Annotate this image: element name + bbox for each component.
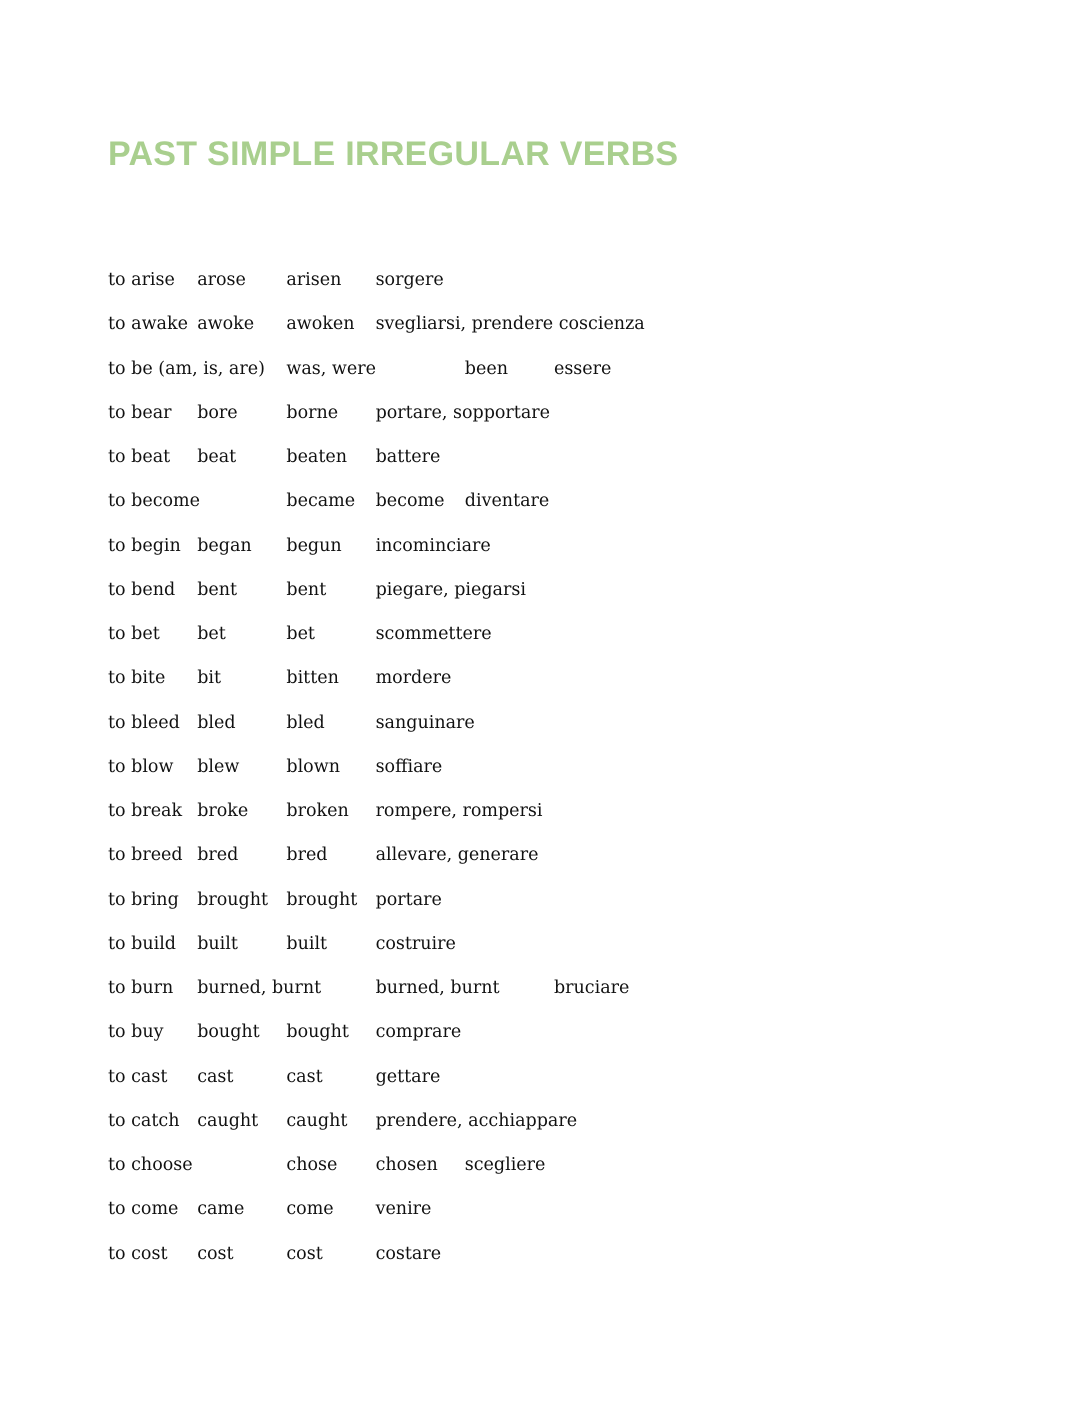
verb-row-text: to build built built costruire <box>108 933 456 954</box>
verb-row-text: to awake awoke awoken svegliarsi, prendere coscienza <box>108 314 645 335</box>
verb-row-text: to beat beat beaten battere <box>108 447 441 467</box>
verb-row-text: to come came come venire <box>108 1199 432 1220</box>
verb-row <box>108 530 1008 574</box>
verb-row <box>108 928 1008 972</box>
verb-row-text: to catch caught caught prendere, acchiappare <box>108 1110 578 1131</box>
verb-list <box>108 264 1008 1282</box>
verb-row <box>108 574 1008 618</box>
verb-row-text: to be (am, is, are) was, were been essere <box>108 358 612 379</box>
verb-row-text: to begin began begun incominciare <box>108 535 491 556</box>
verb-row-text: to blow blew blown soffiare <box>108 756 443 777</box>
verb-row <box>108 441 1008 485</box>
verb-row <box>108 485 1008 529</box>
verb-row-text: to become became become diventare <box>108 491 550 512</box>
verb-row <box>108 1105 1008 1149</box>
verb-row-text: to buy bought bought comprare <box>108 1022 462 1043</box>
verb-row <box>108 353 1008 397</box>
verb-row-text: to breed bred bred allevare, generare <box>108 845 539 866</box>
verb-row <box>108 795 1008 839</box>
verb-row-text: to arise arose arisen sorgere <box>108 270 444 290</box>
verb-row <box>108 1193 1008 1237</box>
verb-row <box>108 1238 1008 1282</box>
verb-row <box>108 972 1008 1016</box>
verb-row-text: to bite bit bitten mordere <box>108 668 452 689</box>
verb-row <box>108 1149 1008 1193</box>
page-title: PAST SIMPLE IRREGULAR VERBS <box>108 135 679 173</box>
verb-row <box>108 308 1008 352</box>
verb-row-text: to choose chose chosen scegliere <box>108 1155 546 1175</box>
verb-row-text: to burn burned, burnt burned, burnt bruciare <box>108 978 630 998</box>
verb-row-text: to bend bent bent piegare, piegarsi <box>108 579 526 600</box>
verb-row-text: to bleed bled bled sanguinare <box>108 712 475 733</box>
verb-row-text: to bring brought brought portare <box>108 889 442 910</box>
verb-row <box>108 884 1008 928</box>
verb-row <box>108 618 1008 662</box>
verb-row <box>108 264 1008 308</box>
verb-row <box>108 1016 1008 1060</box>
verb-row <box>108 662 1008 706</box>
verb-row <box>108 751 1008 795</box>
verb-row-text: to cast cast cast gettare <box>108 1066 441 1087</box>
verb-row-text: to bear bore borne portare, sopportare <box>108 402 550 423</box>
verb-row <box>108 1061 1008 1105</box>
verb-row <box>108 839 1008 883</box>
verb-row-text: to break broke broken rompere, rompersi <box>108 801 543 821</box>
verb-row <box>108 397 1008 441</box>
verb-row <box>108 707 1008 751</box>
verb-row-text: to cost cost cost costare <box>108 1243 442 1264</box>
verb-row-text: to bet bet bet scommettere <box>108 624 492 644</box>
